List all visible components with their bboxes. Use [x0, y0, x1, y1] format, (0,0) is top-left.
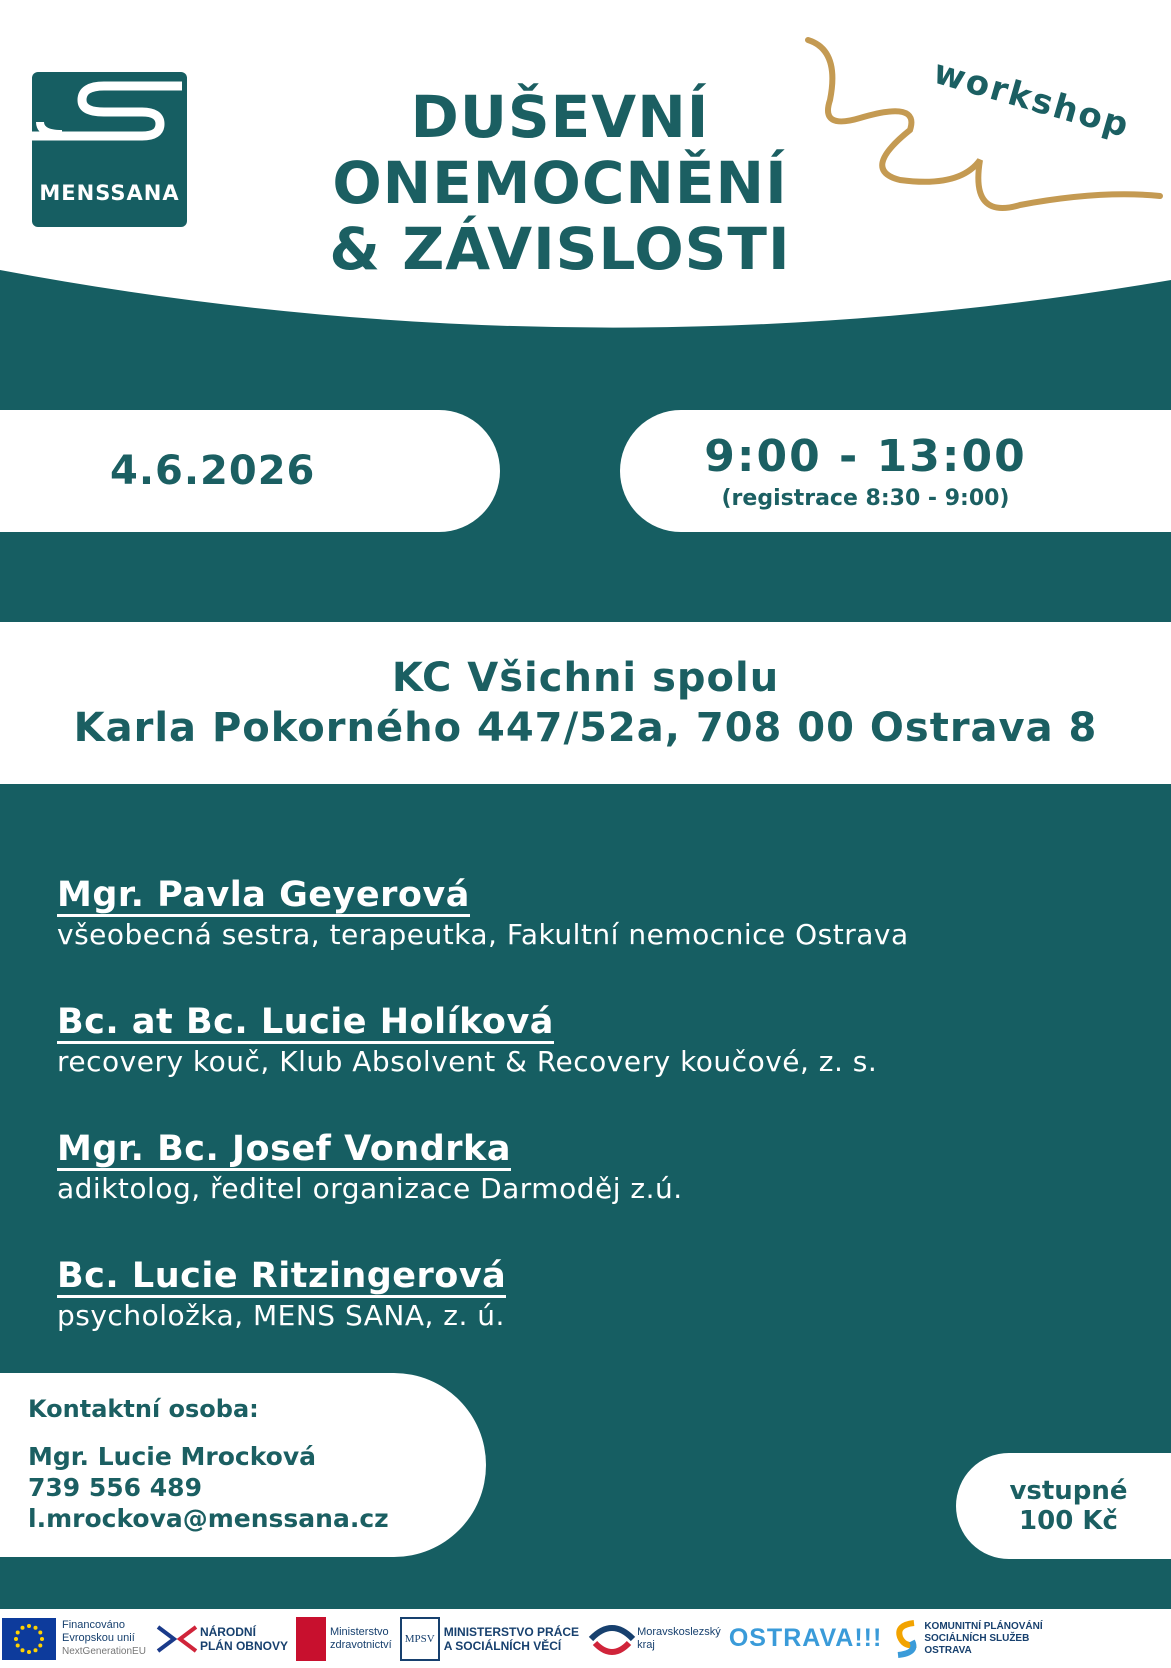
kpss-line-3: OSTRAVA [924, 1644, 972, 1656]
title-line-2: ONEMOCNĚNÍ [332, 149, 788, 217]
menssana-logo [32, 72, 187, 227]
price-value: 100 Kč [1019, 1506, 1118, 1536]
speaker-role: psycholožka, MENS SANA, z. ú. [57, 1299, 505, 1332]
logo-text: MENSSANA [39, 181, 180, 205]
npo-line-2: PLÁN OBNOVY [199, 1638, 288, 1653]
title-line-1: DUŠEVNÍ [410, 83, 710, 151]
kpss-logo [890, 1617, 1042, 1661]
speaker-role: všeobecná sestra, terapeutka, Fakultní nemocnice Ostrava [57, 918, 909, 951]
speaker-item [57, 1003, 1137, 1080]
speaker-list [57, 876, 1137, 1384]
mzd-line-1: Ministerstvo [329, 1625, 389, 1638]
mpsv-emblem-icon: MPSV [400, 1617, 440, 1661]
speaker-name: Bc. at Bc. Lucie Holíková [57, 1002, 554, 1042]
menssana-s-logo-icon [32, 72, 187, 182]
contact-label: Kontaktní osoba: [28, 1395, 259, 1423]
workshop-badge: workshop [928, 52, 1135, 147]
venue-name: KC Všichni spolu [391, 655, 780, 701]
contact-name: Mgr. Lucie Mrocková [28, 1442, 317, 1471]
sponsor-footer [0, 1609, 1171, 1668]
speaker-item [57, 1257, 1137, 1334]
msk-logo [587, 1617, 721, 1661]
title-line-3: & ZÁVISLOSTI [329, 215, 791, 283]
eu-flag-icon [2, 1618, 56, 1660]
event-time: 9:00 - 13:00 [704, 431, 1027, 482]
kpss-line-1: KOMUNITNÍ PLÁNOVÁNÍ [924, 1620, 1043, 1632]
speaker-name: Mgr. Bc. Josef Vondrka [57, 1129, 511, 1169]
page-title [280, 84, 840, 282]
price-label: vstupné [1009, 1476, 1128, 1506]
mpsv-line-2: A SOCIÁLNÍCH VĚCÍ [443, 1638, 562, 1653]
eu-logo [2, 1618, 146, 1660]
eu-line-3: NextGenerationEU [62, 1646, 146, 1657]
speaker-name: Mgr. Pavla Geyerová [57, 875, 470, 915]
time-pill [620, 410, 1171, 532]
ostrava-text: OSTRAVA!!! [728, 1624, 883, 1652]
msk-line-2: kraj [637, 1638, 655, 1651]
speaker-name: Bc. Lucie Ritzingerová [57, 1256, 507, 1296]
mzd-line-2: zdravotnictví [329, 1638, 392, 1651]
registration-time: (registrace 8:30 - 9:00) [721, 486, 1010, 511]
mzd-emblem-icon [296, 1617, 326, 1661]
price-pill [956, 1453, 1171, 1559]
mpsv-line-1: MINISTERSTVO PRÁCE [443, 1624, 580, 1639]
mpsv-logo [400, 1617, 579, 1661]
kpss-line-2: SOCIÁLNÍCH SLUŽEB [924, 1632, 1030, 1644]
speaker-item [57, 1130, 1137, 1207]
contact-phone[interactable]: 739 556 489 [28, 1473, 202, 1502]
contact-email[interactable]: l.mrockova@menssana.cz [28, 1504, 389, 1533]
ostrava-logo [729, 1624, 883, 1653]
msk-line-1: Moravskoslezský [637, 1625, 721, 1638]
venue-address: Karla Pokorného 447/52a, 708 00 Ostrava 8 [73, 705, 1098, 751]
contact-pill [0, 1373, 486, 1557]
event-date: 4.6.2026 [110, 448, 316, 494]
date-pill [0, 410, 500, 532]
eu-line-1: Financováno [62, 1619, 125, 1631]
npo-arrows-icon [154, 1619, 200, 1659]
mzd-logo [296, 1617, 392, 1661]
speaker-item [57, 876, 1137, 953]
speaker-role: adiktolog, ředitel organizace Darmoděj z.ú. [57, 1172, 683, 1205]
venue-block [0, 622, 1171, 784]
npo-line-1: NÁRODNÍ [199, 1624, 256, 1639]
npo-logo [154, 1619, 288, 1659]
speaker-role: recovery kouč, Klub Absolvent & Recovery koučové, z. s. [57, 1045, 878, 1078]
kpss-icon [890, 1617, 924, 1661]
msk-emblem-icon [587, 1617, 637, 1661]
eu-line-2: Evropskou unií [62, 1632, 135, 1644]
